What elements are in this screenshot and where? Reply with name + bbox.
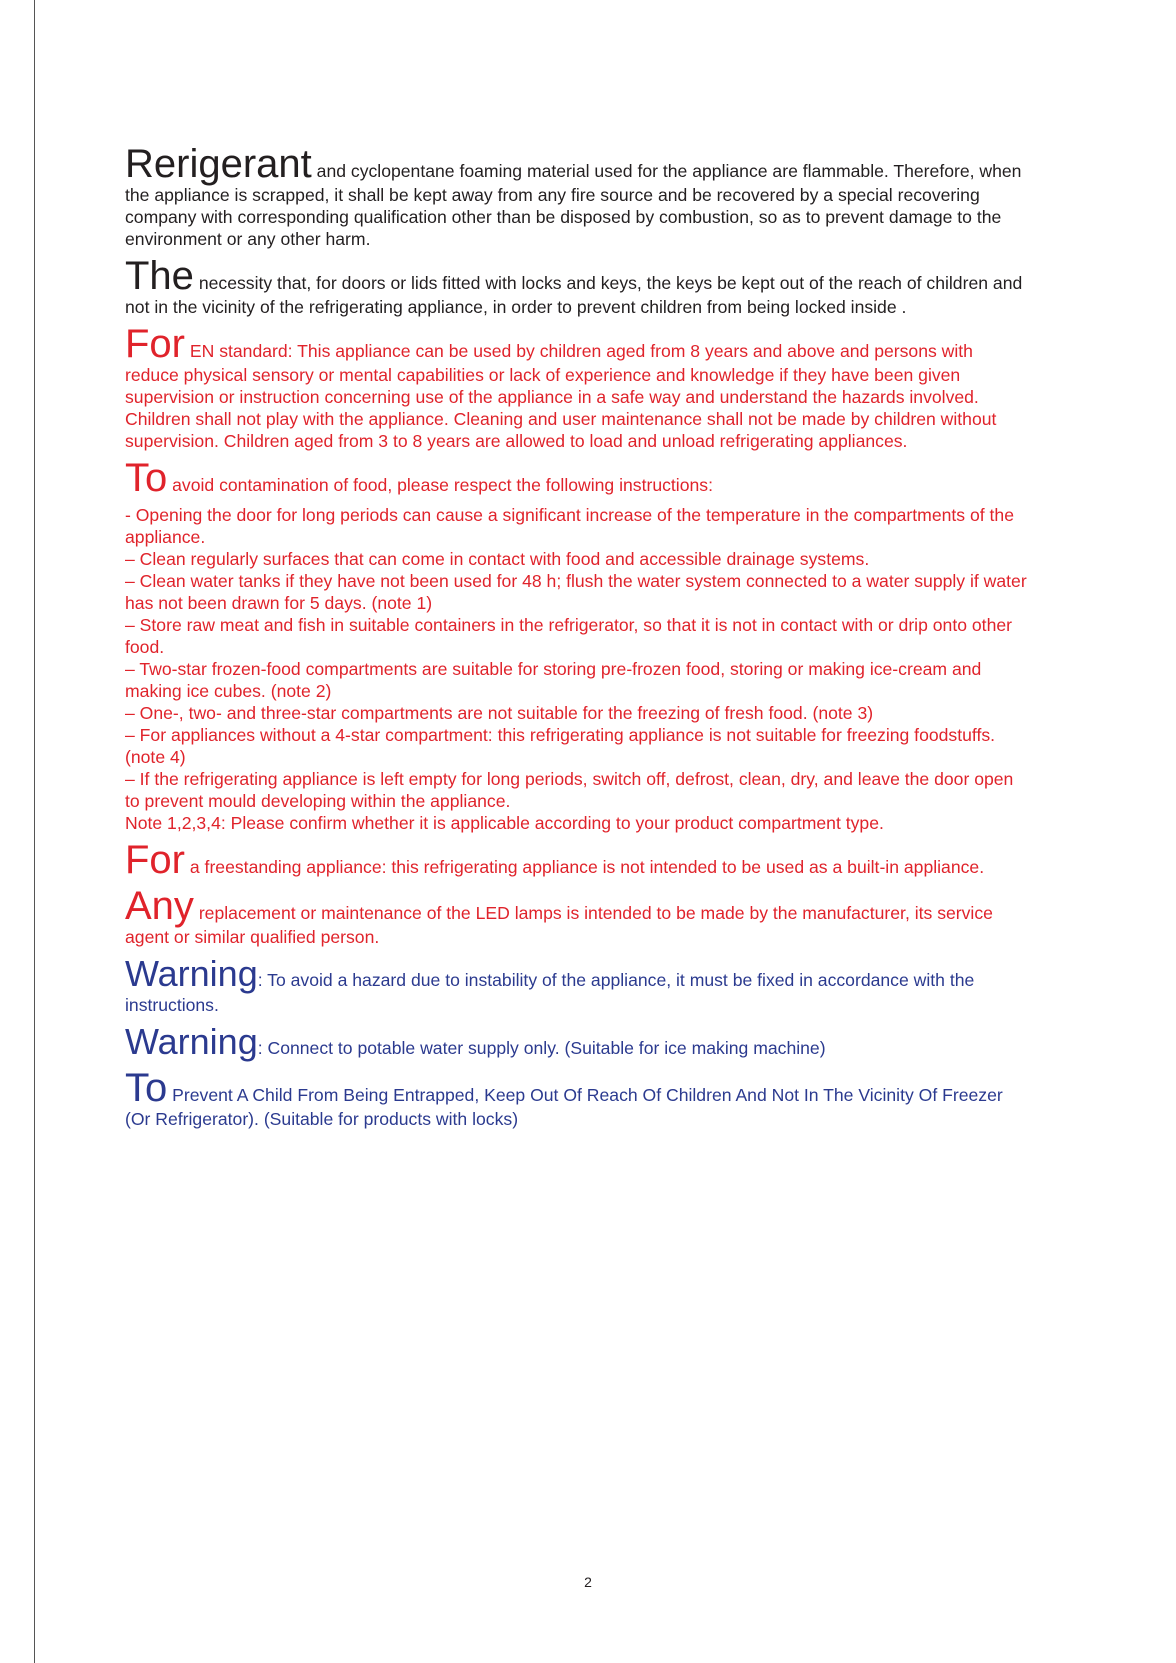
paragraph-text: : To avoid a hazard due to instability of the appliance, it must be fixed in accordance with the instructions. — [125, 970, 975, 1015]
lead-word: Warning — [125, 953, 258, 994]
paragraph-en-standard — [125, 324, 1030, 452]
note-line: Note 1,2,3,4: Please confirm whether it is applicable according to your product compartment type. — [125, 813, 884, 833]
paragraph-text: replacement or maintenance of the LED lamps is intended to be made by the manufacturer, its service agent or similar qualified person. — [125, 903, 993, 947]
list-item: – Store raw meat and fish in suitable containers in the refrigerator, so that it is not in contact with or drip onto other food. — [125, 615, 1012, 657]
paragraph-text: Prevent A Child From Being Entrapped, Keep Out Of Reach Of Children And Not In The Vicinity Of Freezer (Or Refrigerator). (Suitable for products with locks) — [125, 1085, 1003, 1129]
lead-word: For — [125, 322, 185, 366]
list-item: – Two-star frozen-food compartments are suitable for storing pre-frozen food, storing or making ice-cream and making ice cubes. (note 2) — [125, 659, 982, 701]
list-item: – One-, two- and three-star compartments are not suitable for the freezing of fresh food. (note 3) — [125, 703, 874, 723]
paragraph-text: and cyclopentane foaming material used for the appliance are flammable. Therefore, when the appliance is scrapped, it shall be kept away from any fire source and be recovered by a special recovering company with corresponding qualification other than be disposed by combustion, so as to prevent damage to the environment or any other harm. — [125, 161, 1022, 249]
lead-word: The — [125, 254, 194, 298]
page-number: 2 — [584, 1574, 592, 1590]
left-margin-rule — [34, 0, 35, 1663]
list-item: – Clean regularly surfaces that can come in contact with food and accessible drainage systems. — [125, 549, 870, 569]
paragraph-contamination — [125, 458, 1030, 498]
paragraph-warning-water — [125, 1022, 1030, 1062]
list-item: – For appliances without a 4-star compartment: this refrigerating appliance is not suitable for freezing foodstuffs. (note 4) — [125, 725, 996, 767]
lead-word: Warning — [125, 1021, 258, 1062]
paragraph-text: : Connect to potable water supply only. (Suitable for ice making machine) — [257, 1038, 826, 1058]
lead-word: To — [125, 456, 168, 500]
paragraph-text: a freestanding appliance: this refrigerating appliance is not intended to be used as a built-in appliance. — [185, 857, 985, 877]
paragraph-text: avoid contamination of food, please respect the following instructions: — [167, 475, 713, 495]
contamination-instructions-list — [125, 504, 1030, 834]
paragraph-freestanding — [125, 840, 1030, 880]
list-item: - Opening the door for long periods can cause a significant increase of the temperature in the compartments of the appliance. — [125, 505, 1014, 547]
paragraph-refrigerant — [125, 144, 1030, 250]
lead-word: To — [125, 1066, 168, 1110]
paragraph-text: EN standard: This appliance can be used by children aged from 8 years and above and persons with reduce physical sensory or mental capabilities or lack of experience and knowledge if they have been given supervision or instruction concerning use of the appliance in a safe way and understand the hazards involved. Children shall not play with the appliance. Cleaning and user maintenance shall not be made by children without supervision. Children aged from 3 to 8 years are allowed to load and unload refrigerating appliances. — [125, 341, 997, 451]
list-item: – If the refrigerating appliance is left empty for long periods, switch off, defrost, clean, dry, and leave the door open to prevent mould developing within the appliance. — [125, 769, 1014, 811]
paragraph-child-entrapment — [125, 1068, 1030, 1130]
list-item: – Clean water tanks if they have not been used for 48 h; flush the water system connected to a water supply if water has not been drawn for 5 days. (note 1) — [125, 571, 1027, 613]
paragraph-led-lamps — [125, 886, 1030, 948]
paragraph-text: necessity that, for doors or lids fitted with locks and keys, the keys be kept out of the reach of children and not in the vicinity of the refrigerating appliance, in order to prevent children from being locked inside . — [125, 273, 1023, 317]
content-area — [125, 144, 1030, 1130]
lead-word: For — [125, 838, 185, 882]
paragraph-warning-instability — [125, 954, 1030, 1016]
paragraph-keys — [125, 256, 1030, 318]
lead-word: Rerigerant — [125, 142, 312, 186]
lead-word: Any — [125, 884, 194, 928]
